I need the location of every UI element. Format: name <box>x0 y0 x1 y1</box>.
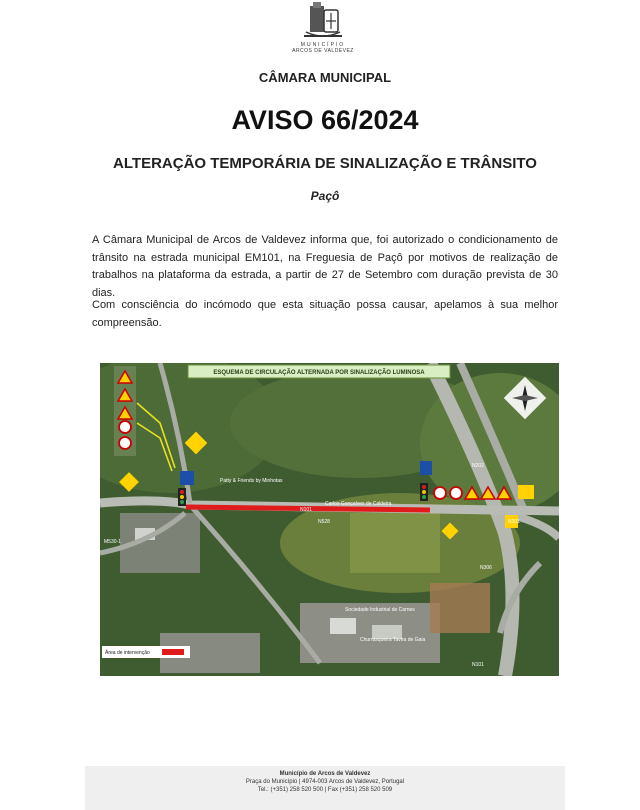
organization-heading: CÂMARA MUNICIPAL <box>258 70 392 85</box>
map-poi-3: Sociedade Industrial de Carnes <box>345 607 415 613</box>
legend-swatch <box>162 649 184 655</box>
parish-name: Paçô <box>310 189 340 203</box>
traffic-scheme-map <box>100 363 559 676</box>
notice-paragraph-1: A Câmara Municipal de Arcos de Valdevez informa que, foi autorizado o condicionamento de trânsito na estrada municipal EM101, na Freguesia de Paçô por motivos de realização de trabalhos na plataforma da estrada, a partir de 27 de Setembro com duração prevista de 30 dias. <box>92 234 558 299</box>
page-footer <box>85 766 565 810</box>
map-poi-1: Patty & Friends by Minhotas <box>220 478 283 484</box>
coat-of-arms-icon <box>300 2 346 42</box>
footer-municipality-name: Município de Arcos de Valdevez <box>279 771 371 777</box>
aerial-map-image <box>100 363 559 676</box>
notice-title: AVISO 66/2024 <box>231 105 419 135</box>
no-overtaking-east-sign-icon <box>450 487 462 499</box>
notice-paragraph-2: Com consciência do incómodo que esta situação possa causar, apelamos à sua melhor compreensão. <box>92 299 558 329</box>
speed-limit-east-sign-icon <box>434 487 446 499</box>
map-banner-text: ESQUEMA DE CIRCULAÇÃO ALTERNADA POR SINALIZAÇÃO LUMINOSA <box>213 370 425 376</box>
logo-text-municipio: MUNICÍPIO <box>300 42 346 48</box>
map-legend <box>102 646 190 658</box>
speed-limit-sign-icon <box>119 421 131 433</box>
map-poi-4: Churrasqueira Tavira de Gaia <box>360 637 426 643</box>
notice-subtitle: ALTERAÇÃO TEMPORÁRIA DE SINALIZAÇÃO E TRÂNSITO <box>113 155 537 172</box>
road-label-n101-south: N101 <box>472 662 484 668</box>
legend-label: Área de intervenção <box>105 650 150 656</box>
road-label-m530: M530-1 <box>104 539 121 545</box>
road-label-n101: N101 <box>300 507 312 513</box>
footer-address: Praça do Município | 4974-003 Arcos de Valdevez, Portugal <box>245 779 405 785</box>
map-poi-2: Carlos Gonçalves de Caldeira <box>325 501 392 507</box>
priority-sign-east-icon <box>420 461 432 475</box>
priority-sign-icon <box>180 471 194 485</box>
road-label-n101-east: N101 <box>508 519 520 525</box>
logo-text-arcos: ARCOS DE VALDEVEZ <box>292 48 354 54</box>
road-label-n202: N202 <box>472 463 484 469</box>
footer-contacts: Tel.: (+351) 258 520 500 | Fax (+351) 258 520 509 <box>257 787 393 793</box>
municipality-logo <box>288 2 358 60</box>
detour-sign-east-icon <box>518 485 534 499</box>
road-label-n528: N528 <box>318 519 330 525</box>
no-overtaking-sign-icon <box>119 437 131 449</box>
road-label-n306: N306 <box>480 565 492 571</box>
